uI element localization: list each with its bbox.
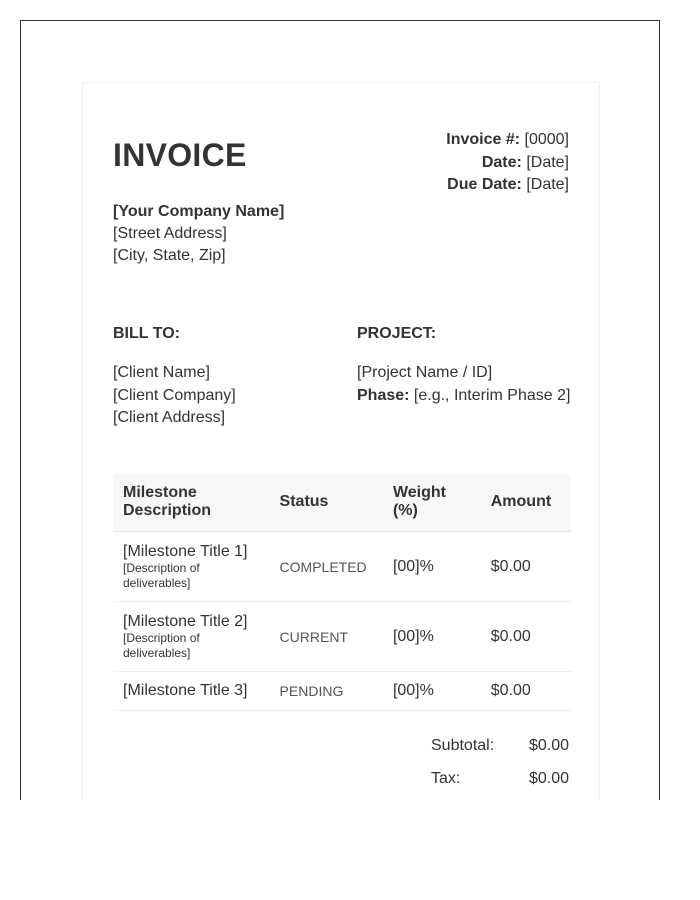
invoice-number: Invoice #: [0000]: [446, 131, 569, 148]
subtotal-line: [431, 735, 569, 768]
table-row: [113, 672, 571, 711]
milestone-title: [Milestone Title 2]: [123, 612, 248, 630]
project-name: [Project Name / ID]: [357, 364, 493, 381]
company-name: [Your Company Name]: [113, 203, 285, 220]
page-frame: [20, 20, 660, 800]
invoice-title: INVOICE: [113, 137, 247, 173]
status-cell: PENDING: [270, 672, 383, 711]
amount-cell: $0.00: [481, 602, 571, 672]
project-phase: Phase: [e.g., Interim Phase 2]: [357, 386, 571, 404]
status-cell: CURRENT: [270, 602, 383, 672]
header-amount: Amount: [481, 475, 571, 532]
tax-value: $0.00: [528, 770, 569, 787]
milestone-description: [Description of deliverables]: [123, 560, 200, 590]
header-weight: Weight (%): [383, 475, 481, 532]
milestone-description: [Description of deliverables]: [123, 630, 200, 660]
milestone-table: [113, 475, 571, 711]
weight-cell: [00]%: [383, 602, 481, 672]
header-status: Status: [270, 475, 383, 532]
company-city: [City, State, Zip]: [113, 247, 226, 264]
invoice-date: Date: [Date]: [481, 153, 569, 171]
table-row: [113, 532, 571, 602]
invoice-document: [82, 82, 600, 800]
tax-line: [431, 768, 569, 800]
amount-cell: $0.00: [481, 672, 571, 711]
client-name: [Client Name]: [113, 364, 210, 381]
client-company: [Client Company]: [113, 386, 236, 404]
company-info: [113, 201, 284, 267]
project-block: [357, 362, 570, 407]
subtotal-label: Subtotal:: [431, 737, 495, 754]
milestone-cell: [113, 672, 270, 711]
tax-label: Tax:: [431, 770, 461, 787]
status-cell: COMPLETED: [270, 532, 383, 602]
table-header-row: [113, 475, 571, 532]
subtotal-value: $0.00: [528, 737, 569, 754]
amount-cell: $0.00: [481, 532, 571, 602]
project-heading: PROJECT:: [357, 325, 437, 342]
table-row: [113, 602, 571, 672]
milestone-title: [Milestone Title 1]: [123, 542, 248, 560]
milestone-cell: [113, 532, 270, 602]
bill-to-heading: BILL TO:: [113, 325, 180, 342]
client-address: [Client Address]: [113, 409, 226, 426]
header-milestone-description: Milestone Description: [113, 475, 270, 532]
milestone-title: [Milestone Title 3]: [123, 682, 248, 699]
company-street: [Street Address]: [113, 225, 227, 242]
weight-cell: [00]%: [383, 532, 481, 602]
milestone-cell: [113, 602, 270, 672]
invoice-due-date: Due Date: [Date]: [447, 176, 569, 193]
weight-cell: [00]%: [383, 672, 481, 711]
invoice-meta: [446, 129, 569, 197]
totals-block: [431, 735, 569, 800]
bill-to-block: [113, 362, 236, 430]
